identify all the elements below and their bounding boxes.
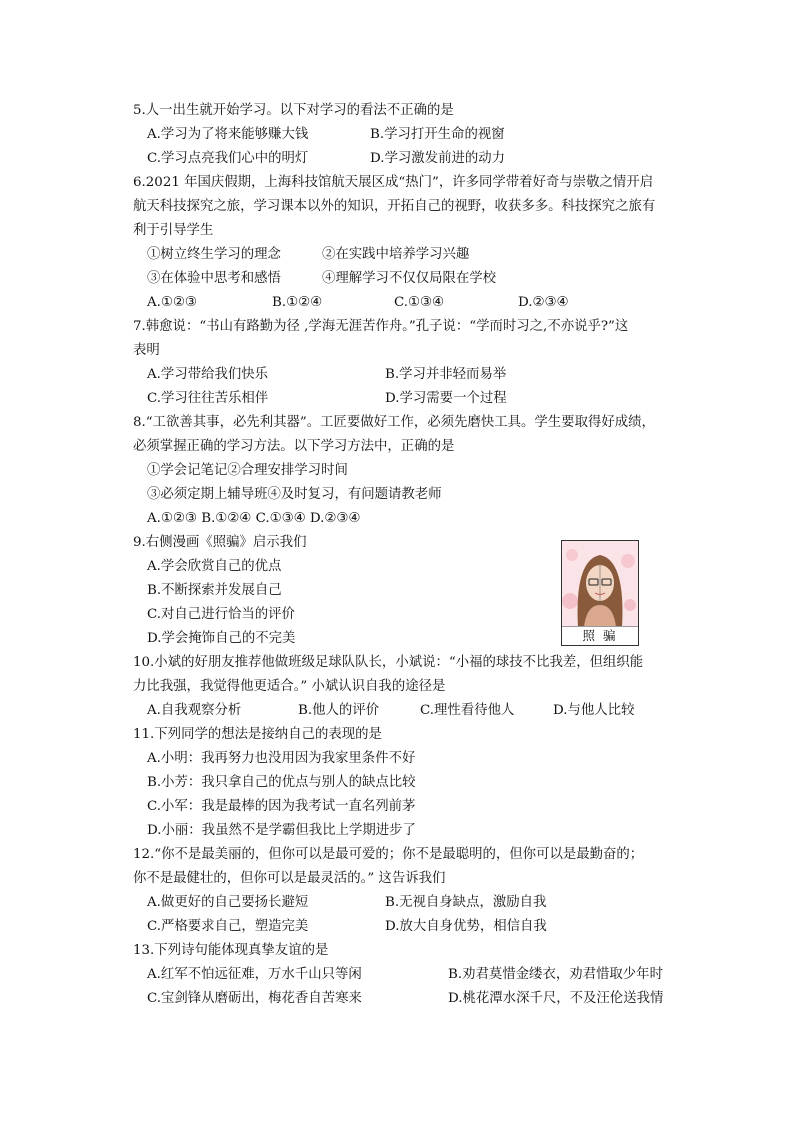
question-10-stem-line1: 10.小斌的好朋友推荐他做班级足球队队长，小斌说：“小福的球技不比我差，但组织能 xyxy=(133,655,644,670)
q10-option-c: C.理性看待他人 xyxy=(420,703,515,718)
q6-option-b: B.①②④ xyxy=(272,295,323,310)
q11-option-c: C.小军：我是最棒的因为我考试一直名列前茅 xyxy=(147,799,416,814)
question-7-stem-line2: 表明 xyxy=(133,343,160,358)
q9-option-a: A.学会欣赏自己的优点 xyxy=(147,559,282,574)
q6-item-4: ④理解学习不仅仅局限在学校 xyxy=(322,271,497,286)
question-12-stem-line2: 你不是最健壮的，但你可以是最灵活的。” 这告诉我们 xyxy=(133,871,446,886)
q7-option-a: A.学习带给我们快乐 xyxy=(147,367,269,382)
question-10-stem-line2: 力比我强，我觉得他更适合。” 小斌认识自我的途径是 xyxy=(133,679,446,694)
q13-option-d: D.桃花潭水深千尺，不及汪伦送我情 xyxy=(448,991,664,1006)
q7-option-c: C.学习往往苦乐相伴 xyxy=(147,391,269,406)
cartoon-photo-scam xyxy=(561,540,639,646)
q10-option-b: B.他人的评价 xyxy=(298,703,380,718)
question-6-stem-line1: 6.2021 年国庆假期，上海科技馆航天展区成“热门”，许多同学带着好奇与崇敬之情开启 xyxy=(133,175,654,190)
q6-item-3: ③在体验中思考和感悟 xyxy=(147,271,281,286)
question-6-stem-line2: 航天科技探究之旅，学习课本以外的知识，开拓自己的视野，收获多多。科技探究之旅有 xyxy=(133,199,656,214)
q13-option-c: C.宝剑锋从磨砺出，梅花香自苦寒来 xyxy=(147,991,362,1006)
q9-option-b: B.不断探索并发展自己 xyxy=(147,583,282,598)
question-13-stem: 13.下列诗句能体现真挚友谊的是 xyxy=(133,943,329,958)
question-7-stem-line1: 7.韩愈说：“书山有路勤为径 ,学海无涯苦作舟。”孔子说：“学而时习之,不亦说乎?”这 xyxy=(133,319,629,334)
q12-option-b: B.无视自身缺点，激励自我 xyxy=(385,895,547,910)
q12-option-c: C.严格要求自己，塑造完美 xyxy=(147,919,309,934)
q9-option-c: C.对自己进行恰当的评价 xyxy=(147,607,295,622)
q13-option-a: A.红军不怕远征难，万水千山只等闲 xyxy=(147,967,362,982)
question-5-stem: 5.人一出生就开始学习。以下对学习的看法不正确的是 xyxy=(133,103,454,118)
q10-option-d: D.与他人比较 xyxy=(553,703,635,718)
q7-option-d: D.学习需要一个过程 xyxy=(385,391,507,406)
q11-option-d: D.小丽：我虽然不是学霸但我比上学期进步了 xyxy=(147,823,416,838)
cartoon-portrait-image xyxy=(562,541,638,627)
q5-option-d: D.学习激发前进的动力 xyxy=(370,151,506,166)
q5-option-a: A.学习为了将来能够赚大钱 xyxy=(147,127,309,142)
question-9-stem: 9.右侧漫画《照骗》启示我们 xyxy=(133,535,307,550)
q9-option-d: D.学会掩饰自己的不完美 xyxy=(147,631,296,646)
q6-option-a: A.①②③ xyxy=(147,295,197,310)
question-8-stem-line2: 必须掌握正确的学习方法。以下学习方法中，正确的是 xyxy=(133,439,455,454)
q6-item-2: ②在实践中培养学习兴趣 xyxy=(322,247,470,262)
q12-option-d: D.放大自身优势，相信自我 xyxy=(385,919,547,934)
q8-item-3-4: ③必须定期上辅导班④及时复习，有问题请教老师 xyxy=(147,487,442,502)
cartoon-caption: 照 骗 xyxy=(562,626,638,645)
q12-option-a: A.做更好的自己要扬长避短 xyxy=(147,895,309,910)
q11-option-a: A.小明：我再努力也没用因为我家里条件不好 xyxy=(147,751,416,766)
question-12-stem-line1: 12.“你不是最美丽的，但你可以是最可爱的；你不是最聪明的，但你可以是最勤奋的； xyxy=(133,847,644,862)
q6-option-c: C.①③④ xyxy=(394,295,445,310)
q8-options: A.①②③ B.①②④ C.①③④ D.②③④ xyxy=(147,511,361,526)
q7-option-b: B.学习并非轻而易举 xyxy=(385,367,507,382)
q10-option-a: A.自我观察分析 xyxy=(147,703,242,718)
q8-item-1-2: ①学会记笔记②合理安排学习时间 xyxy=(147,463,348,478)
q6-option-d: D.②③④ xyxy=(518,295,569,310)
q6-item-1: ①树立终生学习的理念 xyxy=(147,247,281,262)
q11-option-b: B.小芳：我只拿自己的优点与别人的缺点比较 xyxy=(147,775,416,790)
question-11-stem: 11.下列同学的想法是接纳自己的表现的是 xyxy=(133,727,382,742)
q5-option-b: B.学习打开生命的视窗 xyxy=(370,127,505,142)
q5-option-c: C.学习点亮我们心中的明灯 xyxy=(147,151,309,166)
question-8-stem-line1: 8.“工欲善其事，必先利其器”。工匠要做好工作，必须先磨快工具。学生要取得好成绩， xyxy=(133,415,655,430)
question-6-stem-line3: 利于引导学生 xyxy=(133,223,214,238)
q13-option-b: B.劝君莫惜金缕衣，劝君惜取少年时 xyxy=(448,967,663,982)
